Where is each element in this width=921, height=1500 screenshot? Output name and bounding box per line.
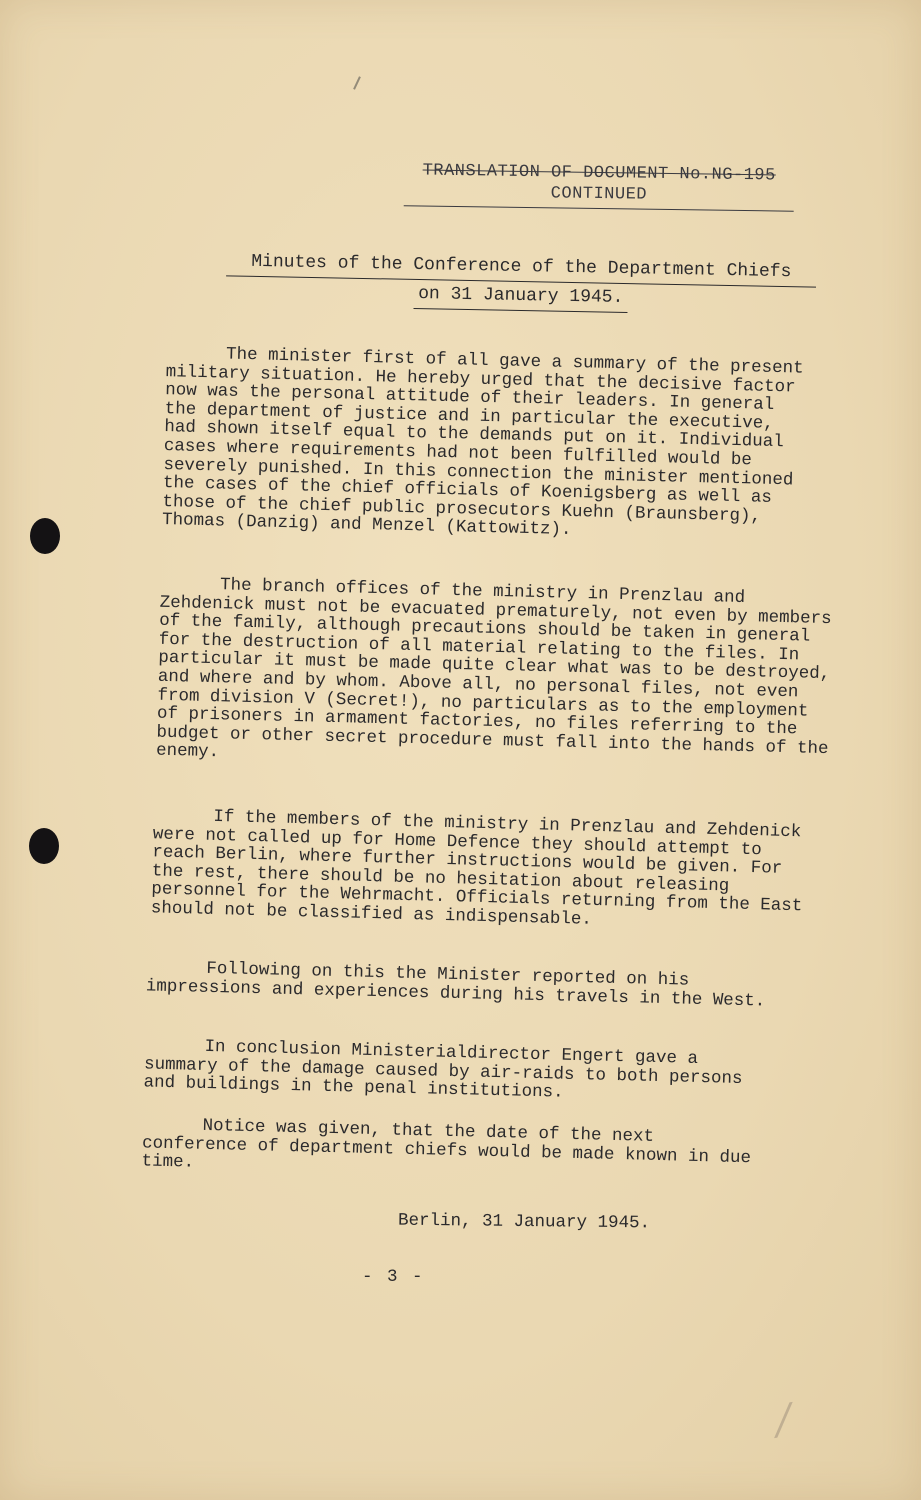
punch-hole-top [30,518,60,554]
paragraph-home-defence: If the members of the ministry in Prenzlau and Zehdenick were not called up for Home Defence they should attempt to reach Berlin, where further instructions would be given. For the rest, there should be no hesitation about releasing personnel for the Wehrmacht. Officials returning from the East should not be classified as indispensable. [150,806,803,930]
header-continued-line: CONTINUED [404,182,794,211]
title-line-2: on 31 January 1945. [414,284,628,313]
paragraph-branch-offices: The branch offices of the ministry in Prenzlau and Zehdenick must not be evacuated prematurely, not even by members of the family, although precautions should be taken in general for the destruction of all material relating to the files. In particular it must be made quite clear what was to be destroyed, and where and by whom. Above all, no personal files, not even from division V (Secret!), no particulars as to the employment of prisoners in armament factories, no files referring to the budget or other secret procedure must fall into the hands of the enemy. [155,575,832,763]
pencil-annotation-mark: ⁄ [776,1395,791,1448]
minutes-title [226,251,817,316]
paragraph-next-conference: Notice was given, that the date of the next conference of department chiefs would be made known in due time. [141,1115,752,1173]
document-header [404,161,795,211]
paragraph-air-raid-damage: In conclusion Ministerialdirector Engert gave a summary of the damage caused by air-raids to both persons and buildings in the penal institutions. [143,1036,743,1103]
title-line-1: Minutes of the Conference of the Department Chiefs [226,251,816,287]
header-translation-line: TRANSLATION OF DOCUMENT No.NG-195 [422,161,776,186]
page-number: - 3 - [362,1267,425,1287]
paragraph-minister-travels: Following on this the Minister reported on his impressions and experiences during his travels in the West. [145,958,766,1012]
place-date-line: Berlin, 31 January 1945. [397,1210,651,1234]
paragraph-military-situation: The minister first of all gave a summary of the present military situation. He hereby urged that the decisive factor now was the personal attitude of their leaders. In general the department of justice and in particular the executive, had shown itself equal to the demands put on it. Individual cases where requirements had not been fulfilled would be severely punished. In this connection the minister mentioned the cases of the chief officials of Koenigsberg as well as those of the chief public prosecutors Kuehn (Braunsberg), Thomas (Danzig) and Menzel (Kattowitz). [161,344,804,541]
pen-tick-mark [353,76,361,90]
punch-hole-bottom [29,828,59,864]
